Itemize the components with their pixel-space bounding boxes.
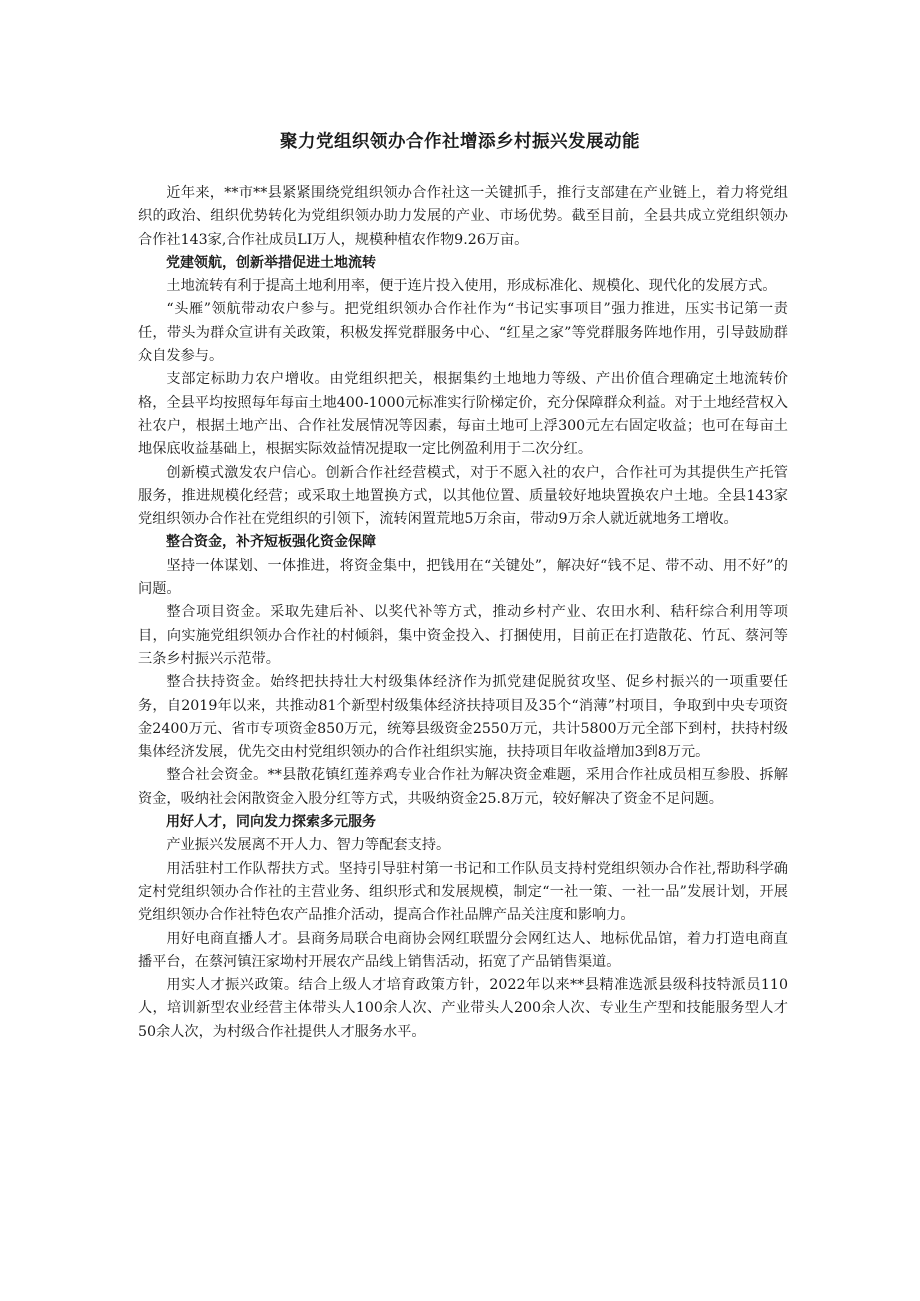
paragraph: 支部定标助力农户增收。由党组织把关，根据集约土地地力等级、产出价值合理确定土地流转价格，全县平均按照每年每亩土地400-1000元标准实行阶梯定价，充分保障群众利益。对于土地经营权入社农户，根据土地产出、合作社发展情况等因素，每亩土地可上浮300元左右固定收益；也可在每亩土地保底收益基础上，根据实际效益情况提取一定比例盈利用于二次分红。 xyxy=(138,371,788,458)
paragraph: 整合扶持资金。始终把扶持壮大村级集体经济作为抓党建促脱贫攻坚、促乡村振兴的一项重要任务，自2019年以来，共推动81个新型村级集体经济扶持项目及35个“消薄”村项目，争取到中央专项资金2400万元、省市专项资金850万元，统筹县级资金2550万元，共计5800万元全部下到村，扶持村级集体经济发展，优先交由村党组织领办的合作社组织实施，扶持项目年收益增加3到8万元。 xyxy=(138,674,788,761)
section-heading: 用好人才，同向发力探索多元服务 xyxy=(166,814,376,831)
paragraph: “头雁”领航带动农户参与。把党组织领办合作社作为“书记实事项目”强力推进，压实书记第一责任，带头为群众宣讲有关政策，积极发挥党群服务中心、“红星之家”等党群服务阵地作用，引导鼓励群众自发参与。 xyxy=(138,301,788,365)
paragraph: 近年来，**市**县紧紧围绕党组织领办合作社这一关键抓手，推行支部建在产业链上，着力将党组织的政治、组织优势转化为党组织领办助力发展的产业、市场优势。截至目前，全县共成立党组织领办合作社143家,合作社成员LI万人，规模种植农作物9.26万亩。 xyxy=(138,185,788,248)
paragraph: 产业振兴发展离不开人力、智力等配套支持。 xyxy=(166,837,451,854)
paragraph: 坚持一体谋划、一体推进，将资金集中，把钱用在“关键处”，解决好“钱不足、带不动、用不好”的问题。 xyxy=(138,557,788,598)
paragraph: 用活驻村工作队帮扶方式。坚持引导驻村第一书记和工作队员支持村党组织领办合作社,帮助科学确定村党组织领办合作社的主营业务、组织形式和发展规模，制定“一社一策、一社一品”发展计划，开展党组织领办合作社特色农产品推介活动，提高合作社品牌产品关注度和影响力。 xyxy=(138,860,788,924)
paragraph: 用实人才振兴政策。结合上级人才培育政策方针，2022年以来**县精准选派县级科技特派员110人，培训新型农业经营主体带头人100余人次、产业带头人200余人次、专业生产型和技能服务型人才50余人次，为村级合作社提供人才服务水平。 xyxy=(138,977,788,1040)
document-body xyxy=(138,182,788,1044)
section-heading: 党建领航，创新举措促进土地流转 xyxy=(166,254,376,271)
paragraph: 土地流转有利于提高土地利用率，便于连片投入使用，形成标准化、规模化、现代化的发展方式。 xyxy=(166,278,777,295)
document-title: 聚力党组织领办合作社增添乡村振兴发展动能 xyxy=(280,132,640,152)
paragraph: 创新模式激发农户信心。创新合作社经营模式，对于不愿入社的农户，合作社可为其提供生产托管服务，推进规模化经营；或采取土地置换方式，以其他位置、质量较好地块置换农户土地。全县143家党组织领办合作社在党组织的引领下，流转闲置荒地5万余亩，带动9万余人就近就地务工增收。 xyxy=(138,464,788,528)
paragraph: 整合社会资金。**县散花镇红莲养鸡专业合作社为解决资金难题，采用合作社成员相互参股、拆解资金，吸纳社会闲散资金入股分红等方式，共吸纳资金25.8万元，较好解决了资金不足问题。 xyxy=(138,767,788,807)
paragraph: 整合项目资金。采取先建后补、以奖代补等方式，推动乡村产业、农田水利、秸秆综合利用等项目，向实施党组织领办合作社的村倾斜，集中资金投入、打捆使用，目前正在打造散花、竹瓦、蔡河等三条乡村振兴示范带。 xyxy=(138,604,788,667)
paragraph: 用好电商直播人才。县商务局联合电商协会网红联盟分会网红达人、地标优品馆，着力打造电商直播平台，在蔡河镇汪家坳村开展农产品线上销售活动，拓宽了产品销售渠道。 xyxy=(138,930,788,970)
section-heading: 整合资金，补齐短板强化资金保障 xyxy=(166,534,376,551)
